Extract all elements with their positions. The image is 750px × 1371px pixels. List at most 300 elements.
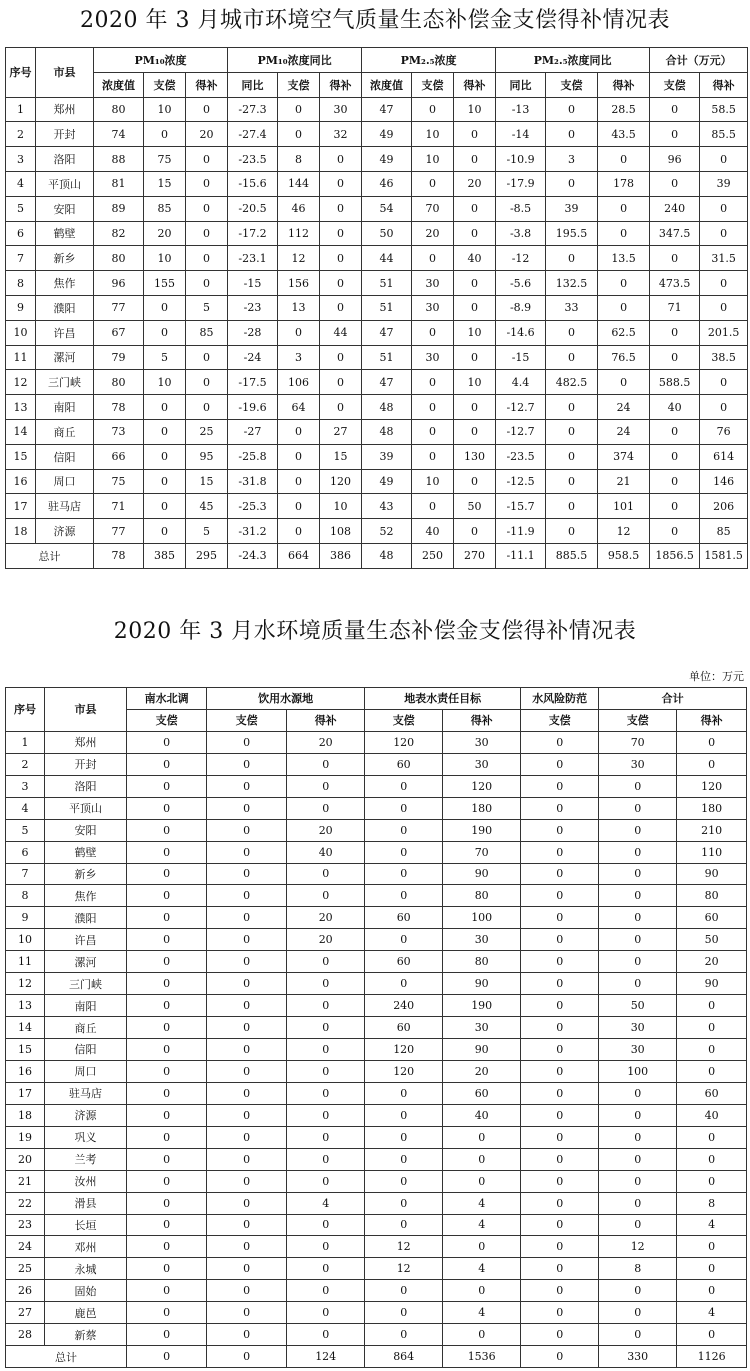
- table-cell: 588.5: [650, 370, 700, 395]
- table-cell: -25.3: [228, 494, 278, 519]
- table-cell: 0: [207, 775, 287, 797]
- table-cell: 0: [186, 370, 228, 395]
- subheader-pay: 支偿: [546, 72, 598, 97]
- table-cell: 0: [365, 973, 443, 995]
- row-city-cell: 周口: [45, 1060, 127, 1082]
- table-cell: 144: [278, 171, 320, 196]
- table-cell: 0: [278, 97, 320, 122]
- table-cell: 0: [287, 1148, 365, 1170]
- table-cell: 0: [207, 1236, 287, 1258]
- table-cell: 20: [144, 221, 186, 246]
- table-cell: 90: [443, 863, 521, 885]
- total-cell: -24.3: [228, 543, 278, 568]
- table-cell: 77: [94, 519, 144, 544]
- row-seq-cell: 12: [6, 370, 36, 395]
- table-cell: 0: [127, 1214, 207, 1236]
- table-cell: 0: [443, 1236, 521, 1258]
- table-cell: 0: [287, 973, 365, 995]
- row-seq-cell: 25: [6, 1258, 45, 1280]
- table-cell: 85: [186, 320, 228, 345]
- table-row: [6, 995, 747, 1017]
- table-cell: 20: [287, 907, 365, 929]
- table-cell: 0: [207, 1017, 287, 1039]
- table-row: [6, 1104, 747, 1126]
- table-cell: 10: [412, 147, 454, 172]
- table-cell: 0: [287, 753, 365, 775]
- table-cell: 0: [320, 395, 362, 420]
- row-city-cell: 许昌: [45, 929, 127, 951]
- row-city-cell: 固始: [45, 1280, 127, 1302]
- table-cell: 0: [650, 97, 700, 122]
- table-cell: 30: [599, 1039, 677, 1061]
- total-cell: 0: [521, 1346, 599, 1368]
- table-cell: 0: [207, 1302, 287, 1324]
- table-cell: 473.5: [650, 271, 700, 296]
- total-cell: 124: [287, 1346, 365, 1368]
- table-cell: 0: [207, 973, 287, 995]
- table-row: [6, 196, 748, 221]
- row-seq-cell: 26: [6, 1280, 45, 1302]
- table-cell: 3: [278, 345, 320, 370]
- table-row: [6, 246, 748, 271]
- table-cell: 15: [144, 171, 186, 196]
- table-cell: 0: [287, 1082, 365, 1104]
- table-cell: 30: [443, 753, 521, 775]
- table-cell: 49: [362, 122, 412, 147]
- table-cell: 0: [287, 1214, 365, 1236]
- table-cell: 0: [127, 1280, 207, 1302]
- table-cell: 0: [278, 320, 320, 345]
- table-cell: 60: [677, 1082, 747, 1104]
- table-cell: 0: [599, 775, 677, 797]
- table-cell: 0: [127, 973, 207, 995]
- total-cell: -11.1: [496, 543, 546, 568]
- table-cell: 90: [677, 973, 747, 995]
- row-city-cell: 新乡: [36, 246, 94, 271]
- table-cell: 0: [287, 951, 365, 973]
- table-row: [6, 295, 748, 320]
- row-seq-cell: 21: [6, 1170, 45, 1192]
- table-row: [6, 1280, 747, 1302]
- table-cell: 30: [443, 731, 521, 753]
- table-cell: 0: [521, 797, 599, 819]
- table-cell: 0: [287, 1126, 365, 1148]
- subheader-pay: 支偿: [207, 709, 287, 731]
- header-surface-water: 地表水责任目标: [365, 688, 521, 710]
- row-seq-cell: 8: [6, 885, 45, 907]
- table-cell: 0: [207, 1192, 287, 1214]
- table-cell: 0: [320, 370, 362, 395]
- table-cell: 0: [320, 147, 362, 172]
- table-cell: 40: [412, 519, 454, 544]
- table-cell: 0: [599, 1170, 677, 1192]
- table-cell: 0: [454, 469, 496, 494]
- table-cell: 0: [521, 775, 599, 797]
- table-cell: 108: [320, 519, 362, 544]
- table-cell: -15: [228, 271, 278, 296]
- table-cell: 0: [127, 753, 207, 775]
- row-seq-cell: 2: [6, 122, 36, 147]
- table-cell: 0: [599, 951, 677, 973]
- table-cell: 0: [521, 1192, 599, 1214]
- table-cell: 0: [287, 1060, 365, 1082]
- table-cell: 0: [546, 122, 598, 147]
- table-cell: 0: [521, 1039, 599, 1061]
- table-cell: 0: [650, 320, 700, 345]
- row-city-cell: 南阳: [45, 995, 127, 1017]
- table-row: [6, 1082, 747, 1104]
- header-total: 合计（万元）: [650, 48, 748, 73]
- table-cell: 12: [365, 1258, 443, 1280]
- row-city-cell: 鹿邑: [45, 1302, 127, 1324]
- table-cell: 0: [207, 929, 287, 951]
- table-cell: 0: [207, 1104, 287, 1126]
- row-seq-cell: 24: [6, 1236, 45, 1258]
- table-cell: 0: [127, 1104, 207, 1126]
- table-cell: 0: [546, 395, 598, 420]
- row-city-cell: 滑县: [45, 1192, 127, 1214]
- table-cell: 0: [127, 863, 207, 885]
- row-city-cell: 开封: [45, 753, 127, 775]
- table-cell: 0: [207, 1148, 287, 1170]
- table-cell: 0: [599, 1280, 677, 1302]
- table-cell: 81: [94, 171, 144, 196]
- table-cell: 0: [521, 1170, 599, 1192]
- table-cell: 0: [521, 1302, 599, 1324]
- table-cell: 51: [362, 295, 412, 320]
- table-cell: 60: [677, 907, 747, 929]
- row-seq-cell: 15: [6, 444, 36, 469]
- table-cell: 0: [287, 1236, 365, 1258]
- table-cell: 0: [207, 1170, 287, 1192]
- row-seq-cell: 23: [6, 1214, 45, 1236]
- table-cell: 0: [412, 494, 454, 519]
- table-cell: 0: [365, 1148, 443, 1170]
- total-cell: 48: [362, 543, 412, 568]
- table-cell: 50: [362, 221, 412, 246]
- row-city-cell: 平顶山: [45, 797, 127, 819]
- table-row: [6, 819, 747, 841]
- row-city-cell: 邓州: [45, 1236, 127, 1258]
- table-cell: 13.5: [598, 246, 650, 271]
- table-cell: 190: [443, 819, 521, 841]
- row-city-cell: 安阳: [45, 819, 127, 841]
- table-cell: 0: [521, 819, 599, 841]
- table-cell: 20: [186, 122, 228, 147]
- table-cell: 5: [144, 345, 186, 370]
- table-cell: 0: [599, 1104, 677, 1126]
- table-row: [6, 929, 747, 951]
- row-seq-cell: 19: [6, 1126, 45, 1148]
- table-cell: 0: [521, 973, 599, 995]
- table-cell: 73: [94, 419, 144, 444]
- table-row: [6, 320, 748, 345]
- row-seq-cell: 28: [6, 1324, 45, 1346]
- subheader-pay: 支偿: [365, 709, 443, 731]
- table-cell: 0: [320, 171, 362, 196]
- table-cell: 0: [677, 1039, 747, 1061]
- table-row: [6, 1060, 747, 1082]
- table-cell: 13: [278, 295, 320, 320]
- row-city-cell: 濮阳: [36, 295, 94, 320]
- table-row: [6, 271, 748, 296]
- table-cell: 0: [287, 885, 365, 907]
- table-cell: 130: [454, 444, 496, 469]
- table-cell: 71: [94, 494, 144, 519]
- table-cell: 0: [700, 196, 748, 221]
- table-row: [6, 907, 747, 929]
- row-city-cell: 鹤壁: [45, 841, 127, 863]
- header-seq: 序号: [6, 48, 36, 98]
- table-cell: 0: [287, 863, 365, 885]
- table-cell: 0: [207, 731, 287, 753]
- table-cell: 54: [362, 196, 412, 221]
- subheader-conc-value: 浓度值: [362, 72, 412, 97]
- table-cell: 96: [94, 271, 144, 296]
- total-cell: 1536: [443, 1346, 521, 1368]
- row-city-cell: 汝州: [45, 1170, 127, 1192]
- table-cell: 70: [599, 731, 677, 753]
- row-seq-cell: 5: [6, 196, 36, 221]
- table-cell: 4: [677, 1214, 747, 1236]
- table-cell: 0: [677, 753, 747, 775]
- table-cell: 0: [365, 1214, 443, 1236]
- total-cell: 250: [412, 543, 454, 568]
- subheader-pay: 支偿: [412, 72, 454, 97]
- row-city-cell: 许昌: [36, 320, 94, 345]
- table-cell: 347.5: [650, 221, 700, 246]
- table-cell: 0: [454, 345, 496, 370]
- table-cell: 0: [521, 951, 599, 973]
- row-city-cell: 开封: [36, 122, 94, 147]
- table-cell: 0: [144, 444, 186, 469]
- table-cell: 76: [700, 419, 748, 444]
- table-cell: 0: [207, 1280, 287, 1302]
- table-cell: 0: [650, 246, 700, 271]
- table-cell: -23: [228, 295, 278, 320]
- table-cell: -14.6: [496, 320, 546, 345]
- table-cell: 64: [278, 395, 320, 420]
- total-cell: 864: [365, 1346, 443, 1368]
- table-cell: 0: [677, 1126, 747, 1148]
- subheader-pay: 支偿: [278, 72, 320, 97]
- table-cell: 0: [521, 907, 599, 929]
- table-row: [6, 1302, 747, 1324]
- table-cell: 0: [207, 753, 287, 775]
- table-cell: -12.7: [496, 395, 546, 420]
- table-cell: 60: [365, 951, 443, 973]
- table-cell: 48: [362, 395, 412, 420]
- total-cell: 78: [94, 543, 144, 568]
- table-cell: 0: [412, 171, 454, 196]
- table-cell: 0: [144, 122, 186, 147]
- row-seq-cell: 3: [6, 147, 36, 172]
- table-cell: 0: [546, 97, 598, 122]
- table-cell: 0: [207, 1126, 287, 1148]
- table-cell: 0: [207, 1039, 287, 1061]
- subheader-pay: 支偿: [521, 709, 599, 731]
- table-cell: 0: [599, 929, 677, 951]
- table-cell: 120: [443, 775, 521, 797]
- table-cell: 5: [186, 519, 228, 544]
- water-table-body: [6, 731, 747, 1367]
- subheader-get: 得补: [598, 72, 650, 97]
- table-cell: 0: [278, 519, 320, 544]
- table-cell: 80: [443, 885, 521, 907]
- table-cell: 80: [443, 951, 521, 973]
- header-seq: 序号: [6, 688, 45, 732]
- table-cell: 190: [443, 995, 521, 1017]
- total-label: 总计: [6, 543, 94, 568]
- table-cell: 0: [287, 1017, 365, 1039]
- table-cell: 10: [144, 370, 186, 395]
- row-city-cell: 焦作: [36, 271, 94, 296]
- table-cell: 90: [443, 973, 521, 995]
- row-city-cell: 漯河: [36, 345, 94, 370]
- table-cell: -23.5: [496, 444, 546, 469]
- table-cell: 0: [521, 929, 599, 951]
- table-cell: 0: [454, 196, 496, 221]
- table-cell: 0: [365, 1170, 443, 1192]
- table-row: [6, 1148, 747, 1170]
- table-cell: 0: [207, 797, 287, 819]
- table-cell: 0: [127, 1170, 207, 1192]
- table-cell: 110: [677, 841, 747, 863]
- table-row: [6, 1258, 747, 1280]
- table-cell: 50: [677, 929, 747, 951]
- table-cell: 4: [287, 1192, 365, 1214]
- unit-label: 单位：万元: [689, 670, 744, 683]
- table-row: [6, 731, 747, 753]
- table-cell: 0: [677, 731, 747, 753]
- table-row: [6, 122, 748, 147]
- table-cell: 206: [700, 494, 748, 519]
- table-cell: 0: [207, 1258, 287, 1280]
- table-cell: 8: [599, 1258, 677, 1280]
- table-row: [6, 221, 748, 246]
- total-row: [6, 543, 748, 568]
- table-cell: 4: [443, 1302, 521, 1324]
- table-row: [6, 797, 747, 819]
- table-cell: 0: [412, 444, 454, 469]
- row-city-cell: 郑州: [45, 731, 127, 753]
- table-cell: 0: [144, 395, 186, 420]
- table-cell: 0: [599, 1302, 677, 1324]
- row-seq-cell: 9: [6, 907, 45, 929]
- header-total: 合计: [599, 688, 747, 710]
- table-cell: 4: [677, 1302, 747, 1324]
- table-row: [6, 951, 747, 973]
- table-cell: 31.5: [700, 246, 748, 271]
- header-pm25-conc: PM₂.₅浓度: [362, 48, 496, 73]
- table-cell: -31.8: [228, 469, 278, 494]
- table-cell: 0: [144, 419, 186, 444]
- table-cell: 0: [127, 1236, 207, 1258]
- table-cell: 47: [362, 320, 412, 345]
- table-cell: 20: [443, 1060, 521, 1082]
- table-cell: 0: [412, 320, 454, 345]
- table-cell: 240: [650, 196, 700, 221]
- table-cell: 0: [127, 1258, 207, 1280]
- air-quality-table: [5, 47, 748, 569]
- table-cell: 79: [94, 345, 144, 370]
- table-cell: 0: [186, 97, 228, 122]
- row-city-cell: 漯河: [45, 951, 127, 973]
- table-cell: 0: [186, 345, 228, 370]
- table-cell: 77: [94, 295, 144, 320]
- table-cell: 78: [94, 395, 144, 420]
- table-cell: 0: [412, 395, 454, 420]
- row-seq-cell: 14: [6, 1017, 45, 1039]
- table-row: [6, 1236, 747, 1258]
- row-city-cell: 濮阳: [45, 907, 127, 929]
- table-cell: 0: [287, 1039, 365, 1061]
- table-cell: 4.4: [496, 370, 546, 395]
- table-cell: 0: [186, 221, 228, 246]
- table-cell: 0: [144, 469, 186, 494]
- table-cell: 20: [677, 951, 747, 973]
- table-cell: -27: [228, 419, 278, 444]
- table-cell: 0: [599, 1148, 677, 1170]
- table-cell: -31.2: [228, 519, 278, 544]
- table-cell: 0: [127, 1302, 207, 1324]
- table-cell: 0: [365, 1324, 443, 1346]
- table-cell: 32: [320, 122, 362, 147]
- table-cell: 0: [700, 295, 748, 320]
- table-cell: 0: [650, 494, 700, 519]
- table-cell: 0: [365, 819, 443, 841]
- total-cell: 1856.5: [650, 543, 700, 568]
- row-city-cell: 三门峡: [45, 973, 127, 995]
- subheader-conc-value: 浓度值: [94, 72, 144, 97]
- table-cell: 0: [127, 819, 207, 841]
- row-seq-cell: 3: [6, 775, 45, 797]
- table-cell: 0: [287, 1280, 365, 1302]
- header-pm10-conc: PM₁₀浓度: [94, 48, 228, 73]
- table-cell: 20: [287, 929, 365, 951]
- table-cell: 4: [443, 1214, 521, 1236]
- table-cell: 0: [127, 995, 207, 1017]
- table-cell: 0: [287, 1170, 365, 1192]
- table-cell: 180: [443, 797, 521, 819]
- table-cell: 0: [365, 1104, 443, 1126]
- table-cell: 0: [650, 345, 700, 370]
- table-cell: 0: [365, 1280, 443, 1302]
- table-cell: 58.5: [700, 97, 748, 122]
- table-cell: 15: [186, 469, 228, 494]
- table-cell: 0: [320, 246, 362, 271]
- table-cell: 112: [278, 221, 320, 246]
- table-cell: 0: [443, 1324, 521, 1346]
- table-cell: 0: [127, 1126, 207, 1148]
- table-cell: 80: [94, 97, 144, 122]
- table-cell: 0: [127, 731, 207, 753]
- table-cell: -17.2: [228, 221, 278, 246]
- table-cell: 0: [598, 295, 650, 320]
- table-cell: 0: [454, 519, 496, 544]
- subheader-pay: 支偿: [650, 72, 700, 97]
- table-cell: 0: [127, 929, 207, 951]
- total-cell: 385: [144, 543, 186, 568]
- table-cell: 82: [94, 221, 144, 246]
- table-cell: -24: [228, 345, 278, 370]
- table-cell: 60: [365, 753, 443, 775]
- table-cell: 80: [94, 370, 144, 395]
- table-cell: 120: [365, 1039, 443, 1061]
- table-cell: 0: [287, 1324, 365, 1346]
- air-table-body: [6, 97, 748, 568]
- table-cell: 28.5: [598, 97, 650, 122]
